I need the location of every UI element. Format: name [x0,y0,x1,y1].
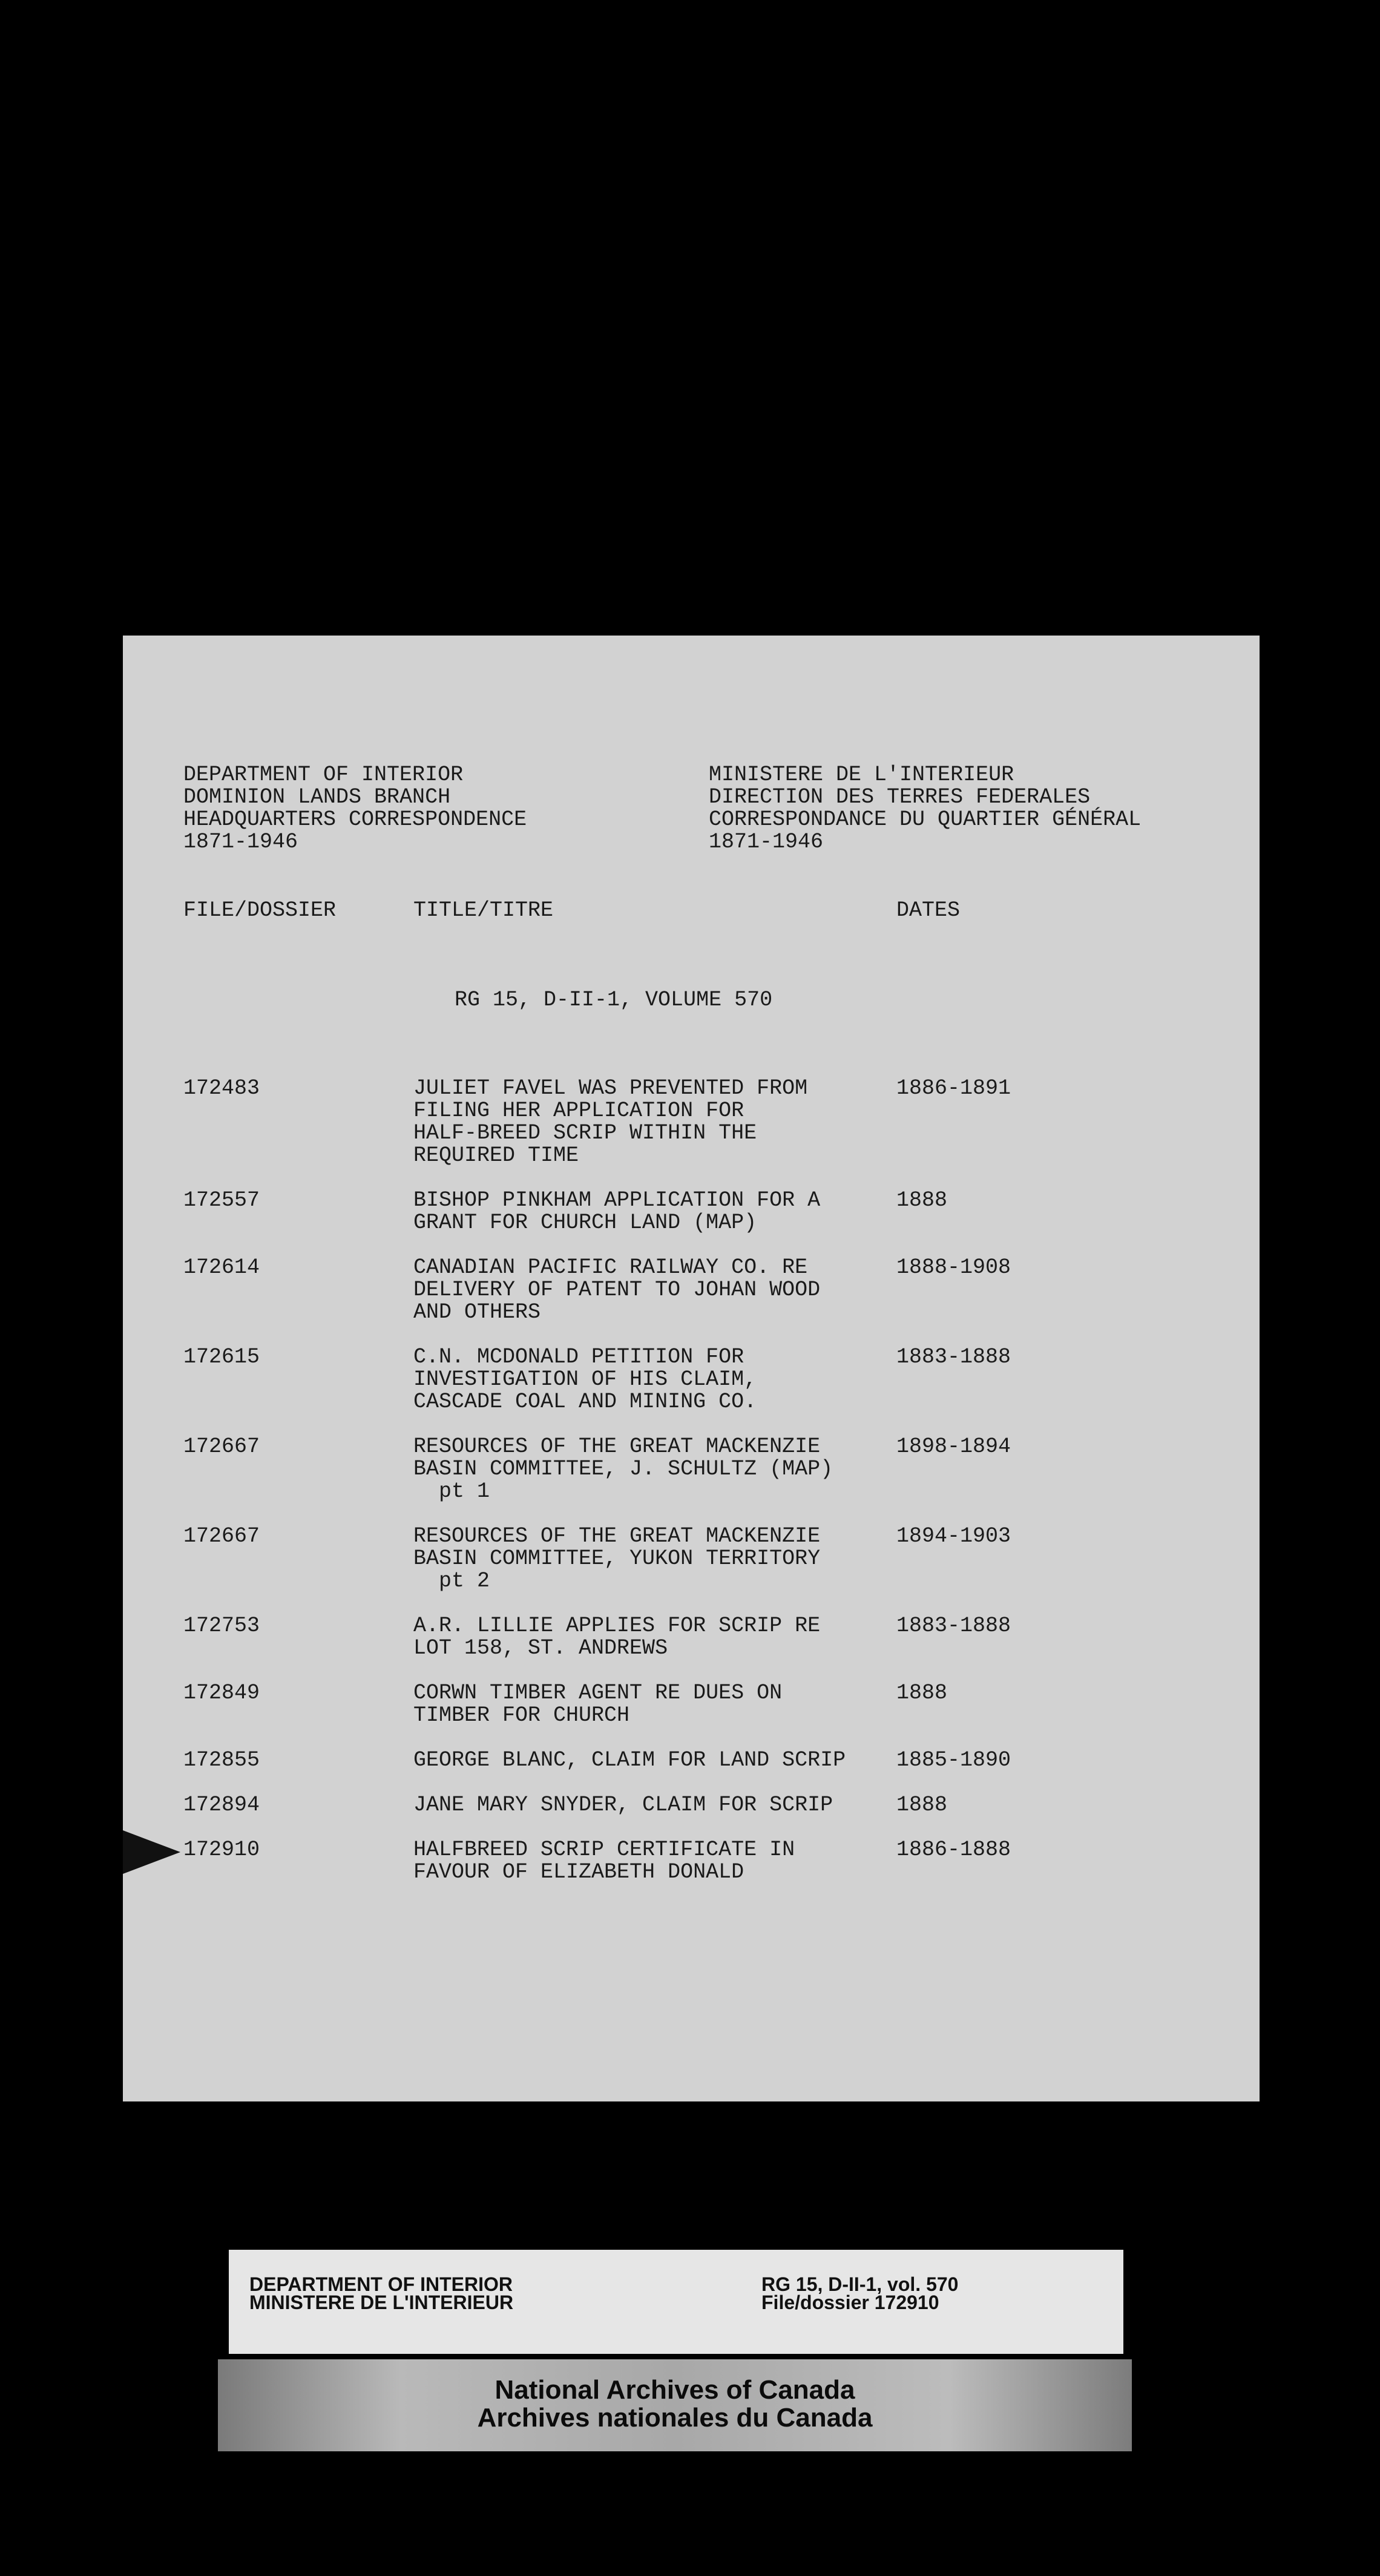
header-line: 1871-1946 [183,830,298,854]
entry-title [413,1839,886,1884]
column-header-title: TITLE/TITRE [413,898,554,922]
entry-file-number: 172667 [183,1434,260,1459]
archives-line: National Archives of Canada [494,2375,855,2405]
archives-banner [218,2359,1132,2451]
label-line: MINISTERE DE L'INTERIEUR [249,2292,514,2313]
list-item [123,1077,1260,1167]
label-line: RG 15, D-II-1, vol. 570 [761,2273,959,2295]
arrow-pointer-icon [123,1830,180,1874]
entry-file-number: 172849 [183,1681,260,1705]
label-department [249,2275,513,2312]
entry-title-line: REQUIRED TIME [413,1143,579,1168]
entry-dates: 1888 [896,1793,948,1817]
entry-title-line: BISHOP PINKHAM APPLICATION FOR A [413,1188,821,1212]
list-item [123,1682,1260,1727]
entry-dates: 1883-1888 [896,1345,1011,1369]
column-header-file: FILE/DOSSIER [183,898,337,922]
entry-title-line: FAVOUR OF ELIZABETH DONALD [413,1860,744,1884]
entry-title-line: pt 2 [413,1569,490,1593]
entry-file-number: 172894 [183,1793,260,1817]
entry-title [413,1436,886,1503]
header-line: 1871-1946 [709,830,824,854]
entry-file-number: 172910 [183,1838,260,1862]
entry-title-line: JULIET FAVEL WAS PREVENTED FROM [413,1076,808,1100]
entry-title [413,1257,886,1324]
entry-title-line: CANADIAN PACIFIC RAILWAY CO. RE [413,1255,808,1280]
entry-title [413,1525,886,1592]
entry-dates: 1888 [896,1188,948,1212]
entry-dates: 1888-1908 [896,1255,1011,1280]
entry-title [413,1749,886,1772]
entry-file-number: 172753 [183,1614,260,1638]
list-item [123,1346,1260,1413]
entry-title [413,1794,886,1816]
list-item [123,1189,1260,1234]
entry-file-number: 172615 [183,1345,260,1369]
entry-title-line: CORWN TIMBER AGENT RE DUES ON [413,1681,783,1705]
entry-title-line: INVESTIGATION OF HIS CLAIM, [413,1367,757,1392]
entry-title [413,1346,886,1413]
entry-file-number: 172667 [183,1524,260,1548]
header-line: DOMINION LANDS BRANCH [183,785,451,809]
entry-title [413,1682,886,1727]
label-line: DEPARTMENT OF INTERIOR [249,2273,513,2295]
entry-title-line: C.N. MCDONALD PETITION FOR [413,1345,744,1369]
entry-title [413,1189,886,1234]
entry-dates: 1894-1903 [896,1524,1011,1548]
entry-title-line: RESOURCES OF THE GREAT MACKENZIE [413,1524,821,1548]
entry-file-number: 172614 [183,1255,260,1280]
header-french [709,764,1141,853]
entry-title-line: GEORGE BLANC, CLAIM FOR LAND SCRIP [413,1748,846,1772]
reference-label [229,2250,1123,2354]
entry-title-line: LOT 158, ST. ANDREWS [413,1636,668,1660]
volume-reference: RG 15, D-II-1, VOLUME 570 [455,988,773,1012]
archives-name [218,2376,1132,2432]
header-line: CORRESPONDANCE DU QUARTIER GÉNÉRAL [709,807,1142,832]
list-item [123,1794,1260,1816]
entry-title [413,1615,886,1660]
list-item [123,1525,1260,1592]
entry-title-line: FILING HER APPLICATION FOR [413,1099,744,1123]
entry-title-line: GRANT FOR CHURCH LAND (MAP) [413,1211,757,1235]
entry-file-number: 172557 [183,1188,260,1212]
entry-title-line: HALF-BREED SCRIP WITHIN THE [413,1121,757,1145]
entry-title-line: pt 1 [413,1479,490,1503]
header-line: MINISTERE DE L'INTERIEUR [709,763,1014,787]
list-item [123,1257,1260,1324]
list-item [123,1749,1260,1772]
archives-line: Archives nationales du Canada [477,2403,873,2433]
entry-dates: 1888 [896,1681,948,1705]
entry-title-line: BASIN COMMITTEE, YUKON TERRITORY [413,1546,821,1571]
entry-dates: 1886-1888 [896,1838,1011,1862]
entry-title-line: CASCADE COAL AND MINING CO. [413,1390,757,1414]
header-line: DEPARTMENT OF INTERIOR [183,763,464,787]
entry-title-line: DELIVERY OF PATENT TO JOHAN WOOD [413,1278,821,1302]
entry-dates: 1886-1891 [896,1076,1011,1100]
entry-title-line: TIMBER FOR CHURCH [413,1703,630,1727]
label-reference [761,2275,958,2312]
column-header-dates: DATES [896,898,961,922]
entry-title-line: BASIN COMMITTEE, J. SCHULTZ (MAP) [413,1457,833,1481]
header-english [183,764,527,853]
entry-title [413,1077,886,1167]
entry-title-line: AND OTHERS [413,1300,541,1324]
entry-file-number: 172855 [183,1748,260,1772]
list-item [123,1436,1260,1503]
entry-file-number: 172483 [183,1076,260,1100]
entry-title-line: A.R. LILLIE APPLIES FOR SCRIP RE [413,1614,821,1638]
entry-dates: 1885-1890 [896,1748,1011,1772]
list-item [123,1615,1260,1660]
list-item [123,1839,1260,1884]
entry-title-line: HALFBREED SCRIP CERTIFICATE IN [413,1838,795,1862]
label-line: File/dossier 172910 [761,2292,939,2313]
document-page [123,636,1260,2101]
entry-dates: 1898-1894 [896,1434,1011,1459]
header-line: DIRECTION DES TERRES FEDERALES [709,785,1091,809]
entry-title-line: RESOURCES OF THE GREAT MACKENZIE [413,1434,821,1459]
entry-title-line: JANE MARY SNYDER, CLAIM FOR SCRIP [413,1793,833,1817]
entry-dates: 1883-1888 [896,1614,1011,1638]
header-line: HEADQUARTERS CORRESPONDENCE [183,807,527,832]
entry-list [123,1077,1260,1906]
